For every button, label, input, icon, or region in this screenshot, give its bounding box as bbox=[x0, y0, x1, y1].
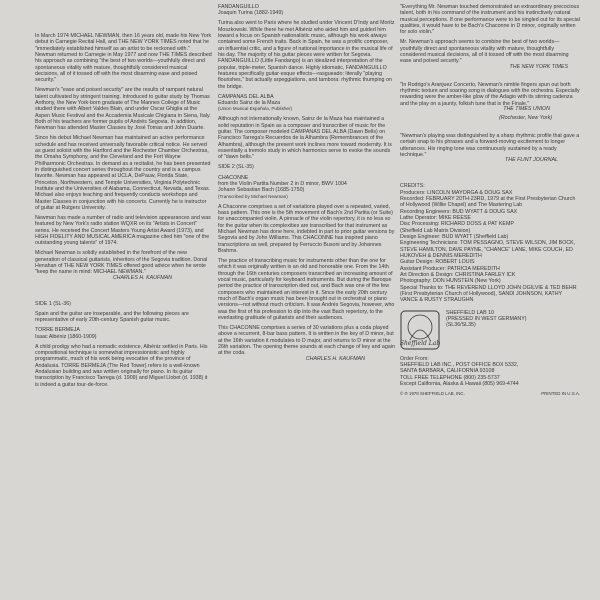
piece-description: A child prodigy who had a nomadic existence, Albéniz settled in Paris. His compositional technique is somewhat impressionistic and highly programmatic, much of his work being evocative of the province of Andalusia. TORRE BERMEJA (The Red Tower) refers to a well-known Andalusian building and was written originally for piano. In its guitar transcription by Francisco Tarrega (d. 1909) and Miguel Llobet (d. 1938) it is indeed a guitar tour-de-force. bbox=[35, 343, 208, 388]
review-source-location: (Rochester, New York) bbox=[499, 114, 552, 121]
order-line: Order From: bbox=[400, 355, 429, 362]
sheffield-lab-logo bbox=[400, 310, 440, 350]
credit-line: Special Thanks to: THE REVEREND LLOYD JOHN OGILVIE & TED BEHR (First Presbyterian Church of Hollywood), SANDI JOHNSON, KATHY VANCE & RUSTY STRAUGHN bbox=[400, 284, 577, 304]
piece-title: TORRE BERMEJA bbox=[35, 327, 80, 334]
credits-block bbox=[400, 183, 580, 304]
review-source: THE FLINT JOURNAL bbox=[505, 157, 558, 164]
column-middle bbox=[218, 4, 395, 366]
bio-paragraph: Michael Newman is solidly established in the forefront of the new generation of classical guitarists, inheritors of the Segovia tradition. Donal Henahan of THE NEW YORK TIMES offered good advice when he wrote "keep the name in mind: MICHAEL NEWMAN." bbox=[35, 250, 208, 276]
side-intro: Spain and the guitar are inseparable, and the following pieces are representative of early 20th-century Spanish guitar music. bbox=[35, 311, 190, 324]
piece-description: The practice of transcribing music for instruments other than the one for which it was originally written is an old and honorable one. From the 14th through the 16th centuries composers transcribed an increasing amount of vocal music, particularly for keyboard instruments. But during the Baroque period the practice of transcription died out, and Bach was one of the few composers who maintained an interest in it. Since the early 20th century much of Bach's organ music has been brought out in orchestral or piano versions—not without much criticism. It was Andrés Segovia, however, who was the first of his profession to dip into the vast Bach repertory, to the everlasting gratitude of guitarists and their audiences. bbox=[218, 257, 395, 322]
review-source: THE NEW YORK TIMES bbox=[509, 63, 568, 70]
piece-title: CAMPANAS DEL ALBA bbox=[218, 93, 274, 100]
logo-wordmark: Sheffield Lab bbox=[400, 339, 440, 347]
piece-description: Turina also went to Paris where he studied under Vincent D'Indy and Moritz Moszkowski. While there he met Albéniz who aided him and guided him toward a focus on Spanish nationalistic music, although his work always contained some French traits. Back in Spain, he was a prolific composer, an influential critic, and a figure of national importance in the musical life of his day. The majority of his guitar pieces were written for Segovia. FANDANGUILLO (Little Fandango) is an idealized interpretation of the popular, triple-meter, Spanish dance. Highly idiomatic, FANDANGUILLO features specifically guitar-esque effects—rasgueado: literally "playing flourishes," but actually arpeggiations, and tambora: rhythmic thumping on the bridge. bbox=[218, 20, 395, 90]
order-line: Except California, Alaska & Hawaii (805) 969-4744 bbox=[400, 381, 519, 388]
side-heading: SIDE 1 (SL-36) bbox=[35, 300, 71, 307]
credit-line: Recorded: FEBRUARY 20TH-23RD, 1979 at the First Presbyterian Church of Hollywood (Willie Chapel) and The Mastering Lab bbox=[400, 195, 576, 209]
credit-line: Engineering Technicians: TOM PESSAGNO, STEVE WILSON, JIM BOCK, STEVE HAMILTON, DAVE PAYNE, "CHANCE" LANE, MIKE COUCH, ED HUKOVEH & DENNIS MEREDITH bbox=[400, 240, 576, 259]
piece-composer: Isaac Albéniz (1860-1909) bbox=[35, 333, 97, 340]
credits-title: CREDITS: bbox=[400, 183, 425, 190]
piece-composer: Joaquin Turina (1882-1949) bbox=[218, 10, 284, 17]
credit-line: Assistant Producer: PATRICIA MEREDITH bbox=[400, 265, 500, 272]
piece-description: A Chaconne comprises a set of variations played over a repeated, varied, bass pattern. This one is the 5th movement of Bach's 2nd Partita (or Suite) for unaccompanied violin. A pinnacle of the violin repertory, it is no less so for the guitar when its complexities are transcribed for that instrument as Michael Newman has done here, indebted in part to prior guitar versions by Segovia and by John Williams. This CHACONNE has inspired piano transcriptions as well, prepared by Ferruccio Busoni and by Johannes Brahms. bbox=[218, 203, 395, 254]
bio-paragraph: In March 1974 MICHAEL NEWMAN, then 16 years old, made his New York debut in Carnegie Recital Hall, and THE NEW YORK TIMES noted that he "immediately established himself as an artist to be reckoned with." Newman returned to Carnegie in May 1977 and now THE TIMES described his approach as combining "the best of two worlds—youthfully direct and spontaneous vitality with mature, thoughtfully considered musical decisions, all of it tossed off with the most disarming ease and poised security." bbox=[35, 33, 212, 84]
piece-description: Although not internationally known, Sainz de la Maza has maintained a solid reputation in Spain as a composer and transcriber of music for the guitar. The composer modeled CAMPANAS DEL ALBA (Dawn Bells) on Francisco Tarrega's Recuerdos de la Alhambra (Remembrances of the Alhambra), although the present work inclines more toward modernity. It is essentially a tremolo study in which harmonics serve to evoke the sounds of "dawn bells." bbox=[218, 116, 392, 161]
author-signature: CHARLES H. KAUFMAN bbox=[305, 355, 365, 362]
bio-paragraph: Newman has made a number of radio and television appearances and was featured by New York's radio station WQXR on its "Artists in Concert" series. He received the Concert Masters Young Artist Award (1973), and HIGH FIDELITY AND MUSICAL AMERICA magazine cited him "one of the outstanding young talents" of 1974. bbox=[35, 215, 211, 247]
piece-title: CHACONNE bbox=[218, 174, 249, 181]
footer bbox=[400, 391, 580, 397]
review-quote: "Everything Mr. Newman touched demonstrated an extraordinary precocious talent, both in his command of the instrument and his instinctively natural musical perceptions. If one performance were to be singled out for its special qualities, it would have to be Bach's Chaconne in D minor, originally written for solo violin." bbox=[400, 4, 580, 36]
piece-publisher: (Union Musical Española, Publisher) bbox=[218, 106, 293, 112]
catalog-sides: (SL36/SL35) bbox=[446, 322, 476, 329]
catalog-number: SHEFFIELD LAB 10 bbox=[446, 309, 494, 316]
credit-line: Disc Processing: RICHARD DOSS & PAT KEMP bbox=[400, 221, 514, 228]
order-line: SHEFFIELD LAB INC., POST OFFICE BOX 5332, bbox=[400, 362, 519, 369]
order-info bbox=[400, 356, 580, 388]
bio-paragraph: Since his debut Michael Newman has maintained an active performance schedule and has received universally favorable critical notice. He served as guest soloist with the Hartford and the Rochester Chamber Orchestras, the Omaha Symphony, and the Cleveland and the Fort Wayne Philharmonic Orchestras. In demand as a recitalist, he has been presented in distinguished concert series throughout the country and is a campus favorite. Newman has appeared at UCLA, DePauw, Florida State, Princeton, Northwestern, and Temple Universities, Virginia Polytechnic Institute and the Universities of Alabama, Connecticut, Nevada, and Texas. Michael also enjoys teaching and frequently conducts workshops and Master Classes in conjunction with his concerts. Currently he is instructor of guitar at Rutgers University. bbox=[35, 135, 211, 212]
piece-source: from the Violin Partita Number 2 in D minor, BWV 1004 bbox=[218, 180, 347, 187]
review-quote: Mr. Newman's approach seems to combine the best of two worlds—youthfully direct and spontaneous vitality with mature, thoughtfully considered musical decisions, all of it tossed off with the most disarming ease and poised security." bbox=[400, 39, 569, 65]
review-quote: "In Rodrigo's Aranjuez Concerto, Newman's nimble fingers spun out both rhythmic texture and soaring song in dialogues with the orchestra. Especially rewarding were the amber-like glow of the Adagio with its stirring cadenza and the play on a jaunty, folkish tune that is the Finale." bbox=[400, 81, 580, 107]
credit-line: (Sheffield Lab Matrix Division) bbox=[400, 227, 471, 234]
label-catalog bbox=[446, 310, 527, 329]
column-left bbox=[35, 33, 212, 392]
piece-description: This CHACONNE comprises a series of 30 variations plus a coda played above a recurrent, 8-bar bass pattern. It is written in the key of D minor, but at the 16th variation it modulates to D major, and returns to D minor at the 26th variation. The opening theme sounds at each change of key and again at the coda. bbox=[218, 324, 395, 357]
piece-title: FANDANGUILLO bbox=[218, 4, 259, 10]
copyright: © ℗ 1979 SHEFFIELD LAB, INC. bbox=[400, 391, 465, 397]
credit-line: Photography: DON HUNSTEIN (New York) bbox=[400, 278, 501, 285]
column-right bbox=[400, 4, 580, 398]
review-source: THE TIMES UNION bbox=[503, 106, 550, 112]
label-info bbox=[400, 310, 580, 350]
order-line: SANTA BARBARA, CALIFORNIA 93108 bbox=[400, 368, 495, 375]
credit-line: Producers: LINCOLN MAYORGA & DOUG SAX bbox=[400, 189, 513, 196]
credit-line: Design Engineer: BUD WYATT (Sheffield Lab) bbox=[400, 233, 509, 240]
side-heading: SIDE 2 (SL-35) bbox=[218, 164, 254, 171]
credit-line: Art Direction & Design: CHRISTINA FARLEY ICK bbox=[400, 272, 516, 278]
bio-paragraph: Newman's "ease and poised security" are the results of rampant natural talent cultivated by stringent training. Introduced to guitar study by Thomas Anthony, the New York-born graduate of The Mannes College of Music studied there with Albert Valdes Blain, and under Oscar Ghiglia at the Aspen Music Festival and the Accademia Musicale Chigiana in Siena, Italy. Both of his teachers are former pupils of Andrés Segovia. In addition, Newman has attended Master Classes by José Tomas and John Duarte. bbox=[35, 87, 211, 132]
piece-transcriber: (Transcribed by Michael Newman) bbox=[218, 193, 288, 199]
pressing-info: (PRESSED IN WEST GERMANY) bbox=[446, 316, 527, 323]
piece-composer: Eduardo Sainz de la Maza bbox=[218, 100, 281, 106]
order-line: TOLL FREE TELEPHONE (800) 235-5737 bbox=[400, 374, 500, 381]
printed-in: PRINTED IN U.S.A. bbox=[541, 391, 580, 397]
credit-line: Lathe Operator: MIKE REESE bbox=[400, 214, 471, 221]
piece-composer: Johann Sebastian Bach (1685-1750) bbox=[218, 187, 305, 194]
credit-line: Guitar Design: ROBERT LOUIS bbox=[400, 259, 475, 266]
credit-line: Recording Engineers: BUD WYATT & DOUG SAX bbox=[400, 208, 518, 215]
author-signature: CHARLES H. KAUFMAN bbox=[112, 274, 172, 281]
review-quote: "Newman's playing was distinguished by a sharp rhythmic profile that gave a certain snap to his phrases and a forward-moving excitement to longer utterances. His ringing tone was continuously sustained by a ready technique." bbox=[400, 132, 580, 158]
